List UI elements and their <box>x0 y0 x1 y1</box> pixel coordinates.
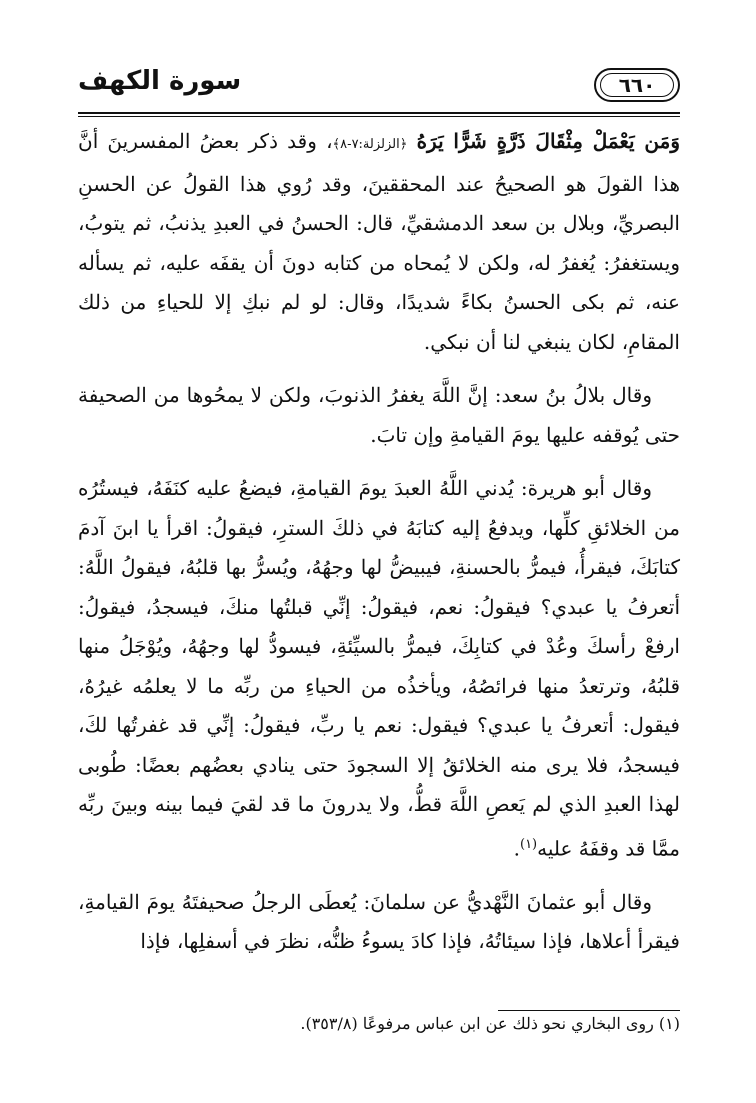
paragraph-4 <box>78 883 680 962</box>
footnote-separator <box>498 1010 680 1011</box>
page-header <box>78 62 680 112</box>
page-number-badge: ٦٦٠ <box>594 68 680 102</box>
paragraph-2 <box>78 376 680 455</box>
paragraph-text: وقال أبو هريرة: يُدني اللَّهُ العبدَ يومَ القيامةِ، فيضعُ عليه كنَفَهُ، فيستُرُه من الخلائقِ كلِّها، ويدفعُ إليه كتابَهُ في ذلكَ السترِ، فيقولُ: اقرأ يا ابنَ آدمَ كتابَكَ، فيقرأُ، فيمرُّ بالحسنةِ، فيبيضُّ لها وجهُهُ، ويُسرُّ بها قلبُهُ، فيقولُ اللَّهُ: أتعرفُ يا عبدي؟ فيقولُ: نعم، فيقولُ: إنِّي قبلتُها منكَ، فيسجدُ، فيقولُ: ارفعْ رأسكَ وعُدْ في كتابِكَ، فيمرُّ بالسيِّئةِ، فيسودُّ لها وجهُهُ، ويُوْجَلُ منها قلبُهُ، وترتعدُ منها فرائصُهُ، ويأخذُه من الحياءِ من ربِّه ما لا يعلمُه غيرُهُ، فيقول: أتعرفُ يا عبدي؟ فيقول: نعم يا ربِّ، فيقولُ: إنِّي قد غفرتُها لكَ، فيسجدُ، فلا يرى منه الخلائقُ إلا السجودَ حتى ينادي بعضُهم بعضًا: طُوبى لهذا العبدِ الذي لم يَعصِ اللَّهَ قطُّ، ولا يدرونَ ما قد لقيَ فيما بينه وبينَ ربِّه ممَّا قد وقفَهُ عليه <box>78 476 680 861</box>
footnote-marker: (١) <box>519 836 538 852</box>
paragraph-text: وقال بلالُ بنُ سعد: إنَّ اللَّهَ يغفرُ الذنوبَ، ولكن لا يمحُوها من الصحيفة حتى يُوقفه عليها يومَ القيامةِ وإن تابَ. <box>78 383 680 447</box>
footnote-1: (١) روى البخاري نحو ذلك عن ابن عباس مرفوعًا (٣٥٣/٨). <box>300 1014 680 1033</box>
header-rule-thick <box>78 112 680 114</box>
verse-reference: ﴿الزلزلة:٧-٨﴾ <box>332 137 408 152</box>
paragraph-text: ، وقد ذكر بعضُ المفسرينَ أنَّ هذا القولَ هو الصحيحُ عند المحققينَ، وقد رُوي هذا القولُ عن الحسنِ البصريِّ، وبلال بن سعد الدمشقيِّ، قال: الحسنُ في العبدِ يذنبُ، ثم يتوبُ، ويستغفرُ: يُغفرُ له، ولكن لا يُمحاه من كتابه دونَ أن يقفَه عليه، ثم يسأله عنه، ثم بكى الحسنُ بكاءً شديدًا، وقال: لو لم نبكِ إلا للحياءِ من ذلك المقامِ، لكان ينبغي لنا أن نبكي. <box>78 129 680 354</box>
paragraph-text: وقال أبو عثمانَ النَّهْديُّ عن سلمانَ: يُعطَى الرجلُ صحيفتَهُ يومَ القيامةِ، فيقرأ أعلاها، فإذا سيئاتُهُ، فإذا كادَ يسوءُ ظنُّه، نظرَ في أسفلِها، فإذا <box>78 889 680 954</box>
paragraph-1 <box>78 122 680 362</box>
header-rule-thin <box>78 116 680 117</box>
quran-verse: وَمَن يَعْمَلْ مِثْقَالَ ذَرَّةٍ شَرًّا يَرَهُ <box>416 129 681 153</box>
main-text <box>78 122 680 976</box>
paragraph-3: وقال أبو هريرة: يُدني اللَّهُ العبدَ يومَ القيامةِ، فيضعُ عليه كنَفَهُ، فيستُرُه من الخلائقِ كلِّها، ويدفعُ إليه كتابَهُ في ذلكَ السترِ، فيقولُ: اقرأ يا ابنَ آدمَ كتابَكَ، فيقرأُ، فيمرُّ بالحسنةِ، فيبيضُّ لها وجهُهُ، ويُسرُّ بها قلبُهُ، فيقولُ اللَّهُ: أتعرفُ يا عبدي؟ فيقولُ: نعم، فيقولُ: إنِّي قبلتُها منكَ، فيسجدُ، فيقولُ: ارفعْ رأسكَ وعُدْ في كتابِكَ، فيمرُّ بالسيِّئةِ، فيسودُّ لها وجهُهُ، ويُوْجَلُ منها قلبُهُ، وترتعدُ منها فرائصُهُ، ويأخذُه من الحياءِ من ربِّه ما لا يعلمُه غيرُهُ، فيقول: أتعرفُ يا عبدي؟ فيقول: نعم يا ربِّ، فيقولُ: إنِّي قد غفرتُها لكَ، فيسجدُ، فلا يرى منه الخلائقُ إلا السجودَ حتى ينادي بعضُهم بعضًا: طُوبى لهذا العبدِ الذي لم يَعصِ اللَّهَ قطُّ، ولا يدرونَ ما قد لقيَ فيما بينه وبينَ ربِّه ممَّا قد وقفَهُ عليه$^{(١)}$. <box>78 476 680 861</box>
surah-title: سورة الكهف <box>78 66 242 96</box>
